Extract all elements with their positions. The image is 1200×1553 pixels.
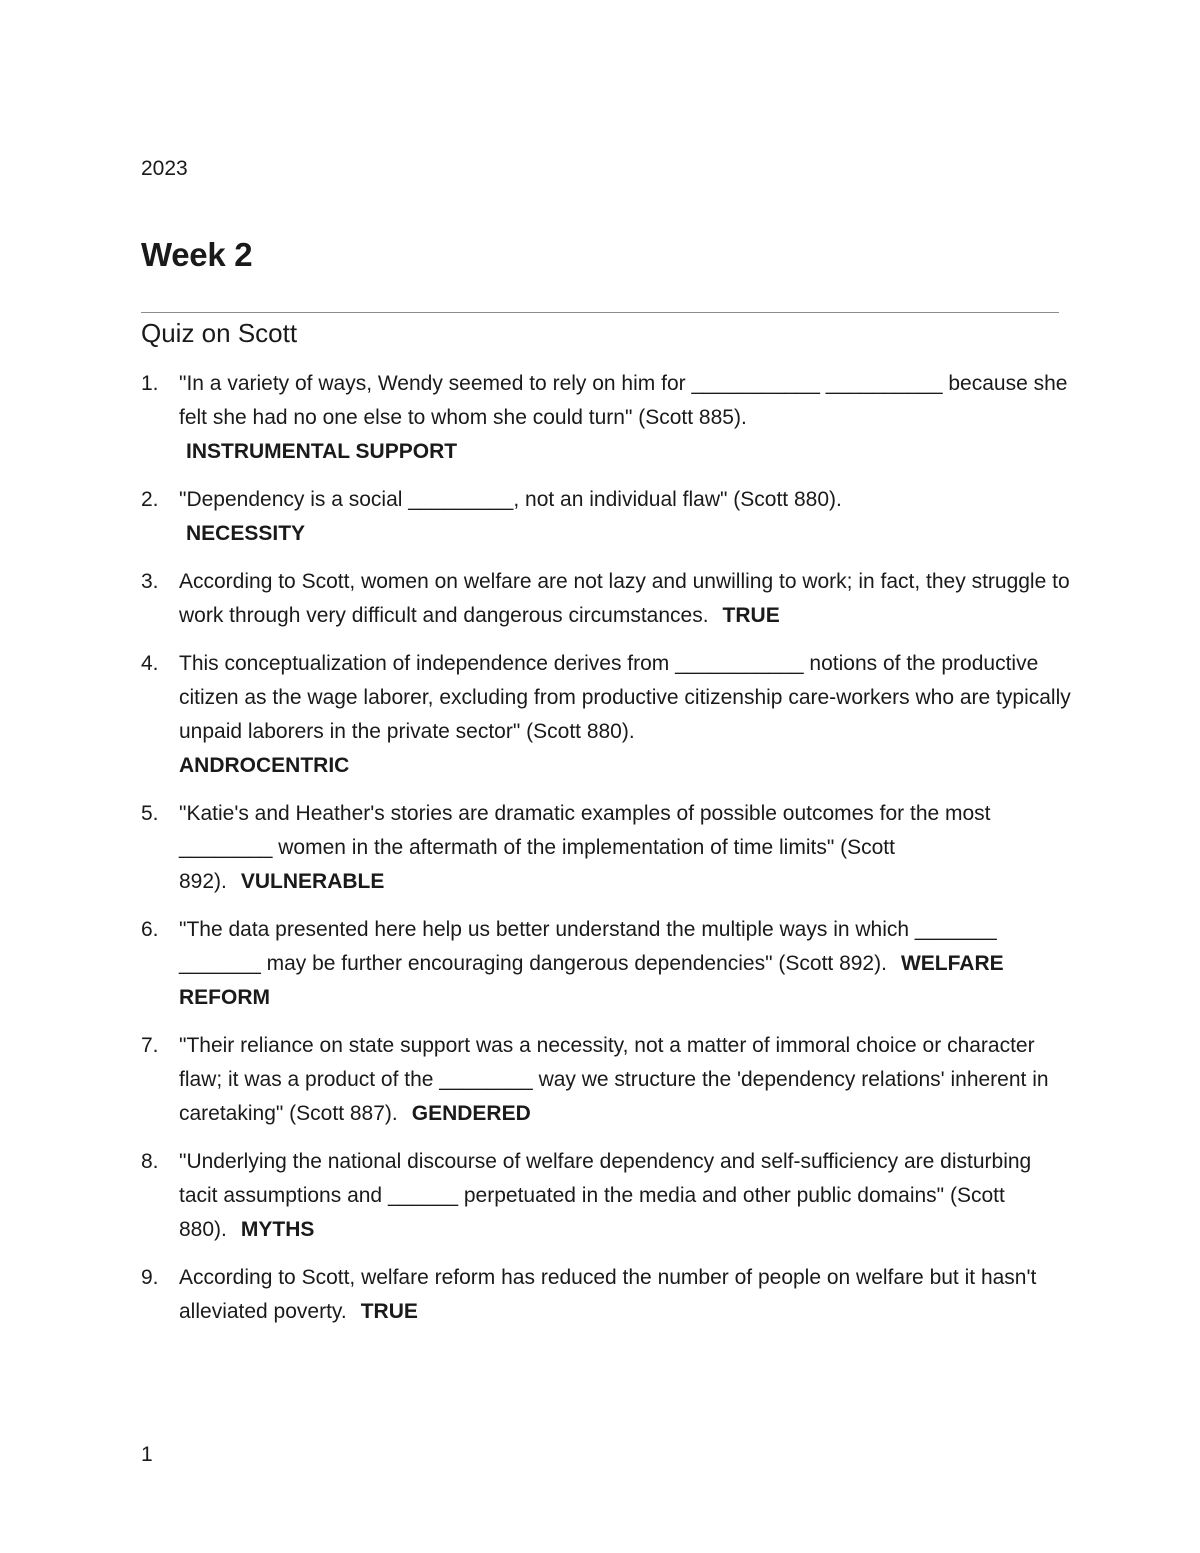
section-divider xyxy=(141,312,1059,313)
question-number: 5. xyxy=(141,802,159,825)
quiz-question-8 xyxy=(141,1145,1071,1247)
page-number: 1 xyxy=(141,1443,153,1466)
question-answer: MYTHS xyxy=(240,1218,315,1241)
question-text: "The data presented here help us better understand the multiple ways in which _______ _______ may be further encouraging dangerous dependencies" (Scott 892). xyxy=(179,918,997,975)
question-answer: TRUE xyxy=(360,1300,418,1323)
quiz-question-9 xyxy=(141,1261,1071,1329)
quiz-question-5 xyxy=(141,797,1071,899)
question-answer: INSTRUMENTAL SUPPORT xyxy=(186,440,458,463)
question-text: "Katie's and Heather's stories are dramatic examples of possible outcomes for the most ________ women in the aftermath of the implementation of time limits" (Scott 892). xyxy=(179,802,991,893)
question-text: "Their reliance on state support was a necessity, not a matter of immoral choice or character flaw; it was a product of the ________ way we structure the 'dependency relations' inherent in caretaking" (Scott 887). xyxy=(179,1034,1049,1125)
question-number: 1. xyxy=(141,372,159,395)
quiz-question-6 xyxy=(141,913,1071,1015)
question-text: "In a variety of ways, Wendy seemed to rely on him for ___________ __________ because she felt she had no one else to whom she could turn" (Scott 885). xyxy=(179,372,1068,429)
question-number: 9. xyxy=(141,1266,159,1289)
quiz-question-4 xyxy=(141,647,1071,783)
quiz-question-2 xyxy=(141,483,1071,551)
question-number: 7. xyxy=(141,1034,159,1057)
question-number: 8. xyxy=(141,1150,159,1173)
question-answer: TRUE xyxy=(722,604,780,627)
question-answer: NECESSITY xyxy=(186,522,306,545)
section-title: Quiz on Scott xyxy=(141,318,298,348)
question-text: According to Scott, women on welfare are not lazy and unwilling to work; in fact, they struggle to work through very difficult and dangerous circumstances. xyxy=(179,570,1070,627)
question-number: 3. xyxy=(141,570,159,593)
question-number: 2. xyxy=(141,488,159,511)
question-text: This conceptualization of independence derives from ___________ notions of the productive citizen as the wage laborer, excluding from productive citizenship care-workers who are typically unpaid laborers in the private sector" (Scott 880). xyxy=(179,652,1071,743)
week-title: Week 2 xyxy=(141,236,253,273)
question-text: "Dependency is a social _________, not an individual flaw" (Scott 880). xyxy=(179,488,842,511)
quiz-question-1 xyxy=(141,367,1071,469)
question-answer: VULNERABLE xyxy=(240,870,385,893)
question-text: "Underlying the national discourse of welfare dependency and self-sufficiency are disturbing tacit assumptions and ______ perpetuated in the media and other public domains" (Scott 880). xyxy=(179,1150,1032,1241)
question-answer: GENDERED xyxy=(411,1102,531,1125)
quiz-question-7 xyxy=(141,1029,1071,1131)
quiz-question-list xyxy=(141,367,1071,1343)
year-heading: 2023 xyxy=(141,157,188,180)
question-answer: WELFARE REFORM xyxy=(179,952,1004,1009)
quiz-question-3 xyxy=(141,565,1071,633)
question-text: According to Scott, welfare reform has reduced the number of people on welfare but it hasn't alleviated poverty. xyxy=(179,1266,1037,1323)
question-answer: ANDROCENTRIC xyxy=(179,754,350,777)
question-number: 4. xyxy=(141,652,159,675)
question-number: 6. xyxy=(141,918,159,941)
